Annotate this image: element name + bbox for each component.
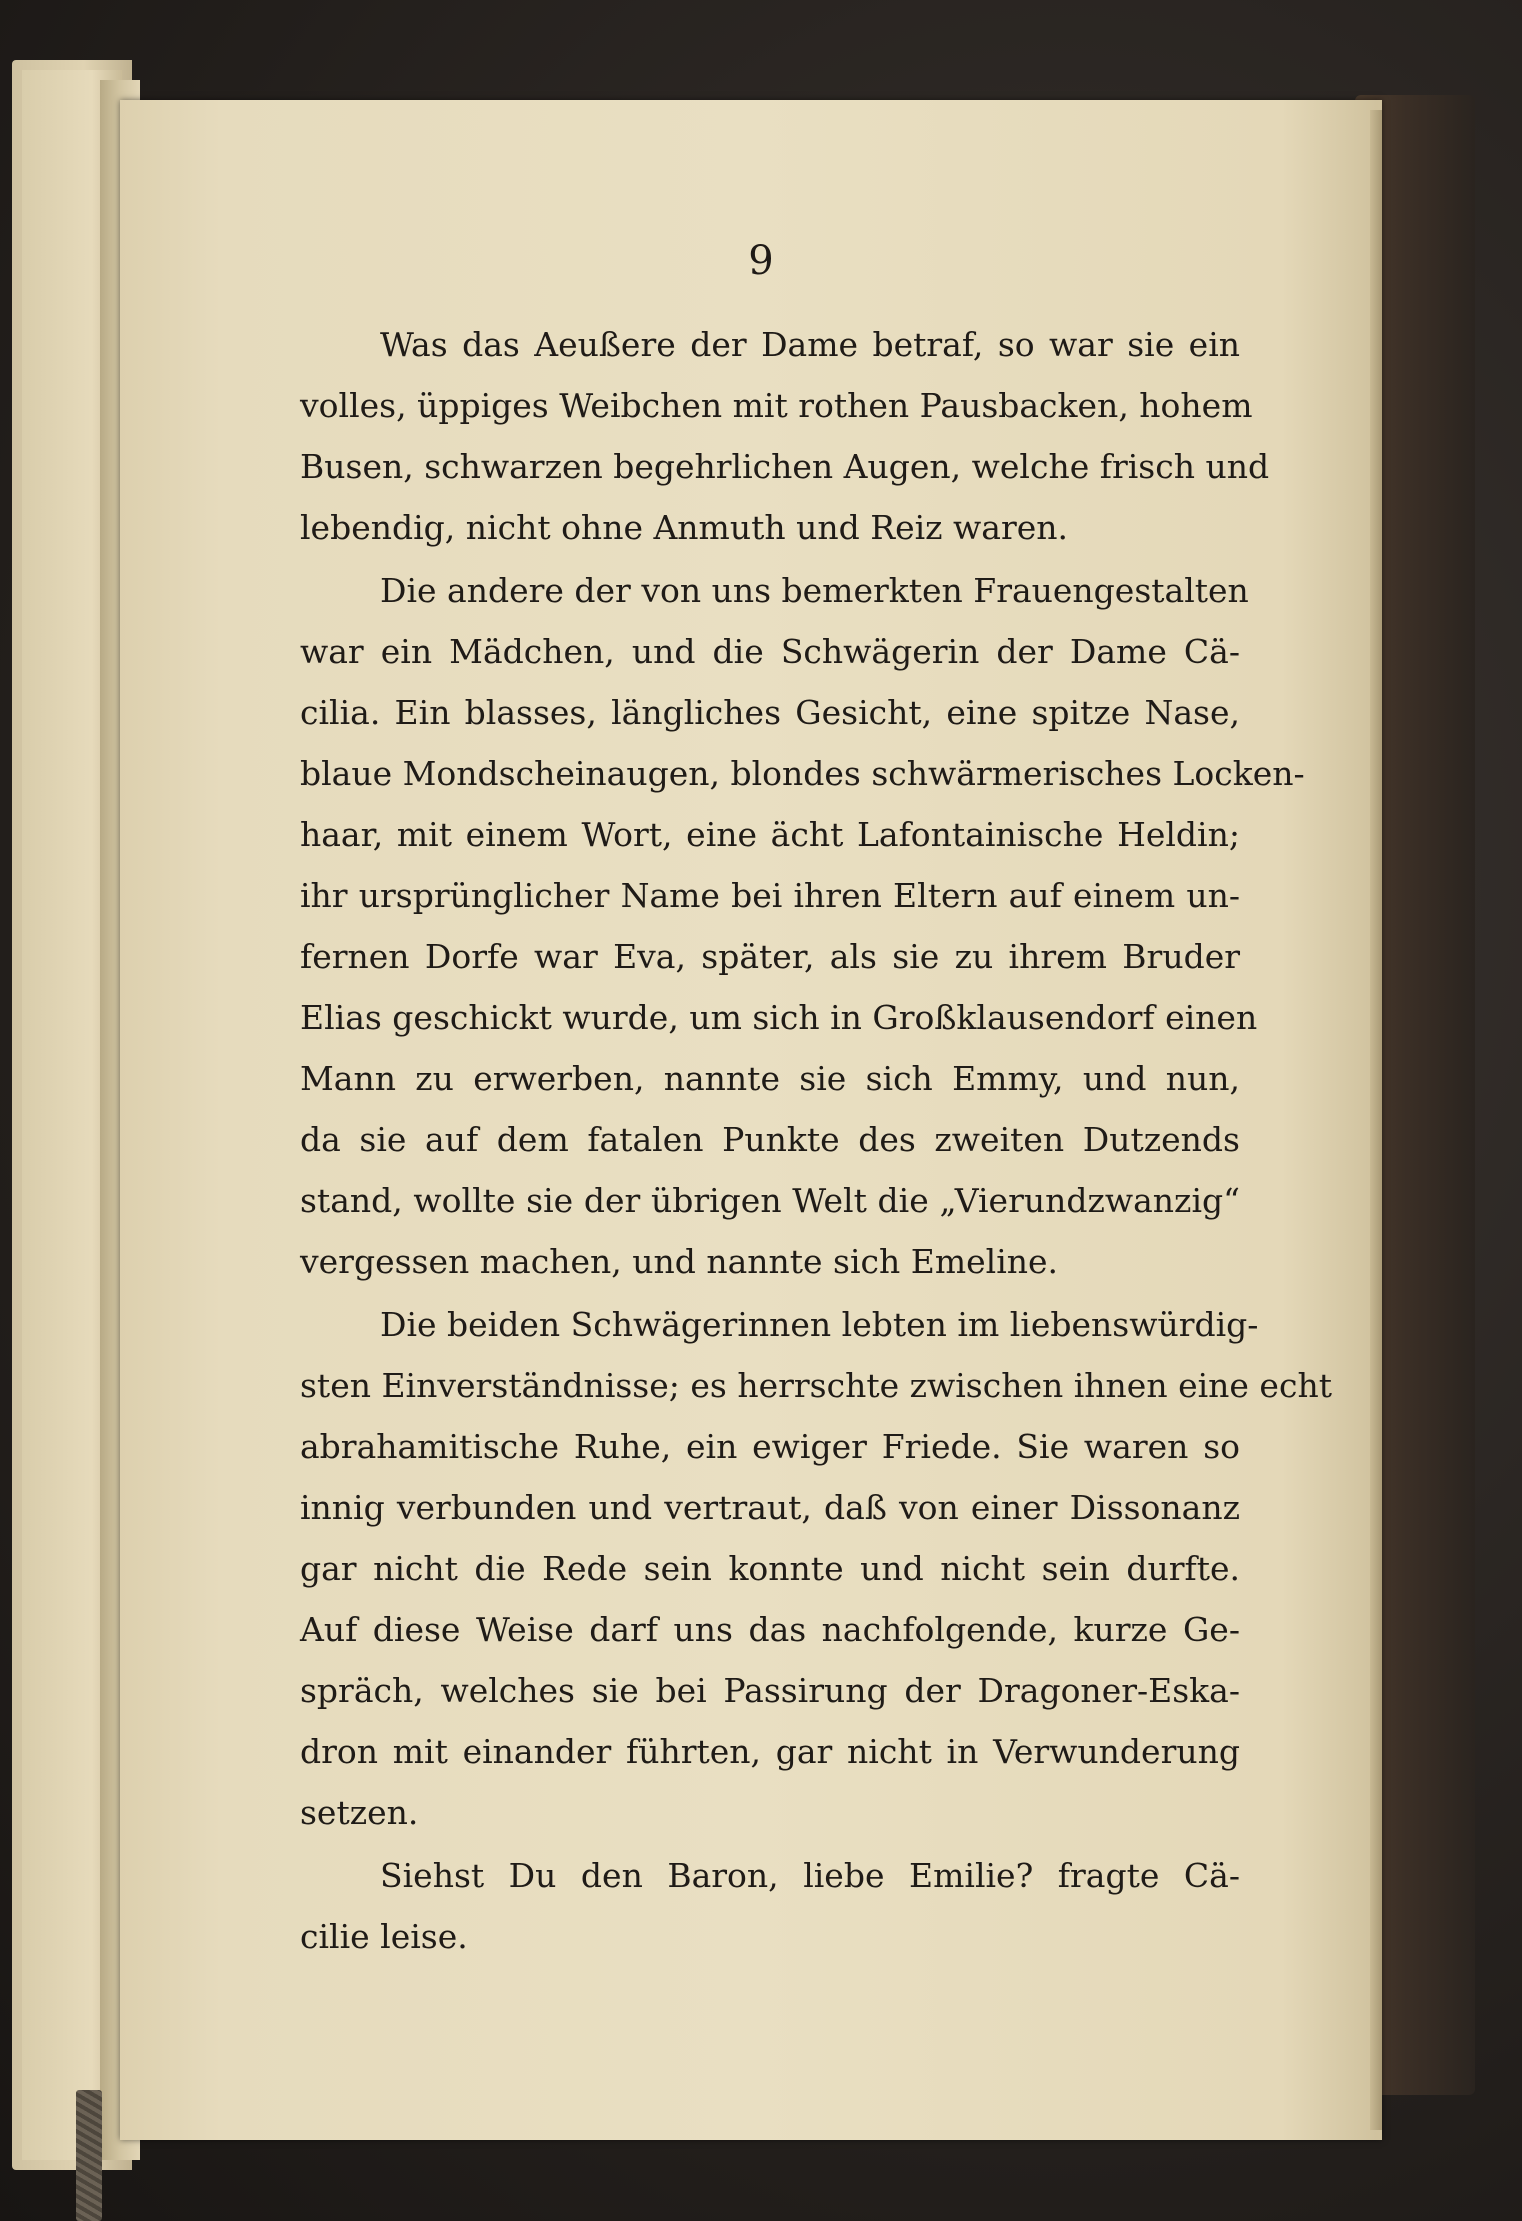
paragraph [300,314,1270,558]
bookmark-ribbon [76,2090,102,2221]
text-line: sten Einverständnisse; es herrschte zwischen ihnen eine echt [300,1366,1332,1405]
text-line: Die beiden Schwägerinnen lebten im liebenswürdig- [380,1305,1259,1344]
text-line: Siehst Du den Baron, liebe Emilie? fragte Cä- [380,1856,1240,1895]
text-line: innig verbunden und vertraut, daß von einer Dissonanz [300,1488,1240,1527]
text-line: gar nicht die Rede sein konnte und nicht sein durfte. [300,1549,1240,1588]
text-line: setzen. [300,1793,419,1832]
paragraph [300,1845,1240,1967]
text-line: haar, mit einem Wort, eine ächt Lafontainische Heldin; [300,815,1240,854]
text-line: Was das Aeußere der Dame betraf, so war sie ein [380,325,1240,364]
paragraph [300,1294,1332,1843]
text-line: stand, wollte sie der übrigen Welt die „Vierundzwanzig“ [300,1181,1240,1220]
text-line: Busen, schwarzen begehrlichen Augen, welche frisch und [300,447,1270,486]
text-line: Auf diese Weise darf uns das nachfolgende, kurze Ge- [300,1610,1240,1649]
text-line: war ein Mädchen, und die Schwägerin der Dame Cä- [300,632,1240,671]
text-line: dron mit einander führten, gar nicht in Verwunderung [300,1732,1240,1771]
paragraph [300,560,1305,1292]
text-line: ihr ursprünglicher Name bei ihren Eltern auf einem un- [300,876,1240,915]
text-line: lebendig, nicht ohne Anmuth und Reiz waren. [300,508,1068,547]
text-line: blaue Mondscheinaugen, blondes schwärmerisches Locken- [300,754,1305,793]
text-line: cilia. Ein blasses, längliches Gesicht, eine spitze Nase, [300,693,1240,732]
text-line: spräch, welches sie bei Passirung der Dragoner-Eska- [300,1671,1240,1710]
text-line: Mann zu erwerben, nannte sie sich Emmy, und nun, [300,1059,1240,1098]
text-line: vergessen machen, und nannte sich Emeline. [300,1242,1059,1281]
page-number: 9 [748,238,774,284]
page-right-edge [1370,110,1382,2130]
text-line: fernen Dorfe war Eva, später, als sie zu ihrem Bruder [300,937,1240,976]
text-line: volles, üppiges Weibchen mit rothen Pausbacken, hohem [300,386,1253,425]
text-line: abrahamitische Ruhe, ein ewiger Friede. Sie waren so [300,1427,1240,1466]
page-body-text [300,314,1332,1967]
text-line: cilie leise. [300,1917,468,1956]
text-line: Elias geschickt wurde, um sich in Großklausendorf einen [300,998,1258,1037]
text-line: Die andere der von uns bemerkten Frauengestalten [380,571,1249,610]
text-line: da sie auf dem fatalen Punkte des zweiten Dutzends [300,1120,1240,1159]
